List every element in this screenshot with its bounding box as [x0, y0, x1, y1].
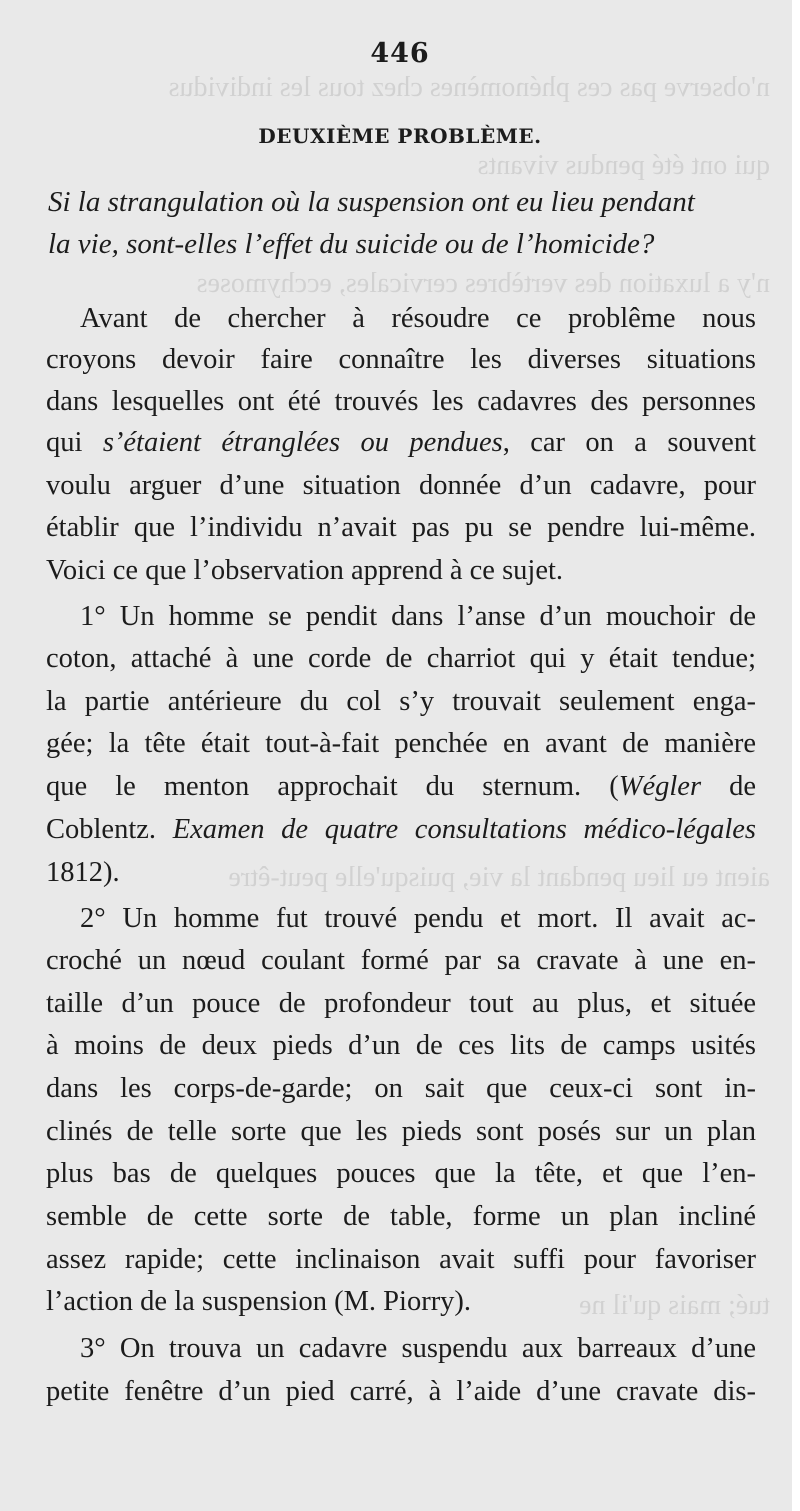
italic-span: Wégler	[618, 771, 702, 802]
text-line: croyons devoir faire connaître les diverses situations	[46, 344, 756, 375]
text-line-mixed	[46, 427, 756, 459]
text-line: dans lesquelles ont été trouvés les cadavres des personnes	[46, 386, 756, 417]
page-number: 446	[370, 38, 430, 69]
question-line-1: Si la strangulation où la suspension ont eu lieu pendant	[48, 186, 695, 218]
text-line: taille d’un pouce de profondeur tout au plus, et située	[46, 988, 756, 1019]
text-line: dans les corps-de-garde; on sait que ceux-ci sont in-	[46, 1073, 756, 1104]
section-heading: DEUXIÈME PROBLÈME.	[258, 124, 542, 148]
text-line: semble de cette sorte de table, forme un plan incliné	[46, 1201, 756, 1232]
question-line-2: la vie, sont-elles l’effet du suicide ou de l’homicide?	[48, 228, 655, 260]
italic-span: Examen de quatre consultations médico-légales	[172, 814, 756, 845]
text-line: Voici ce que l’observation apprend à ce sujet.	[46, 555, 564, 586]
text-line: 3° On trouva un cadavre suspendu aux barreaux d’une	[80, 1333, 756, 1364]
text-line: petite fenêtre d’un pied carré, à l’aide d’une cravate dis-	[46, 1376, 756, 1407]
text-line: voulu arguer d’une situation donnée d’un cadavre, pour	[46, 470, 756, 501]
text-line: 2° Un homme fut trouvé pendu et mort. Il avait ac-	[80, 903, 756, 934]
text-line: coton, attaché à une corde de charriot qui y était tendue;	[46, 643, 756, 674]
text-span: , car on a souvent	[502, 427, 756, 458]
bleed-through-text: aient eu lieu pendant la vie, puisqu'elle peut-être	[228, 862, 770, 893]
text-line: gée; la tête était tout-à-fait penchée en avant de manière	[46, 728, 756, 759]
text-line: établir que l’individu n’avait pas pu se pendre lui-même.	[46, 512, 756, 543]
text-span: Coblentz.	[46, 814, 173, 845]
bleed-through-text: n'observe pas ces phénomènes chez tous les individus	[168, 72, 770, 103]
page-edge	[792, 0, 800, 1511]
text-span: qui	[46, 427, 103, 458]
text-line: Avant de chercher à résoudre ce problême nous	[80, 303, 756, 334]
text-line: 1° Un homme se pendit dans l’anse d’un mouchoir de	[80, 601, 756, 632]
text-line: l’action de la suspension (M. Piorry).	[46, 1286, 472, 1317]
text-line: assez rapide; cette inclinaison avait suffi pour favoriser	[46, 1244, 756, 1275]
text-line: 1812).	[46, 857, 120, 888]
italic-span: s’étaient étranglées ou pendues	[102, 427, 503, 458]
bleed-through-text: qui ont été pendus vivants	[477, 150, 770, 181]
text-line-mixed	[46, 814, 756, 846]
text-span: de	[701, 771, 756, 802]
text-line-mixed	[46, 771, 756, 803]
text-line: plus bas de quelques pouces que la tête, et que l’en-	[46, 1158, 756, 1189]
bleed-through-text: n'y a luxation des vertèbres cervicales, ecchymoses	[196, 268, 770, 299]
text-line: à moins de deux pieds d’un de ces lits de camps usités	[46, 1030, 756, 1061]
text-line: croché un nœud coulant formé par sa cravate à une en-	[46, 945, 756, 976]
text-line: la partie antérieure du col s’y trouvait seulement enga-	[46, 686, 756, 717]
bleed-through-text: tué; mais qu'il ne	[579, 1290, 770, 1321]
text-line: clinés de telle sorte que les pieds sont posés sur un plan	[46, 1116, 756, 1147]
text-span: que le menton approchait du sternum. (	[46, 771, 619, 802]
